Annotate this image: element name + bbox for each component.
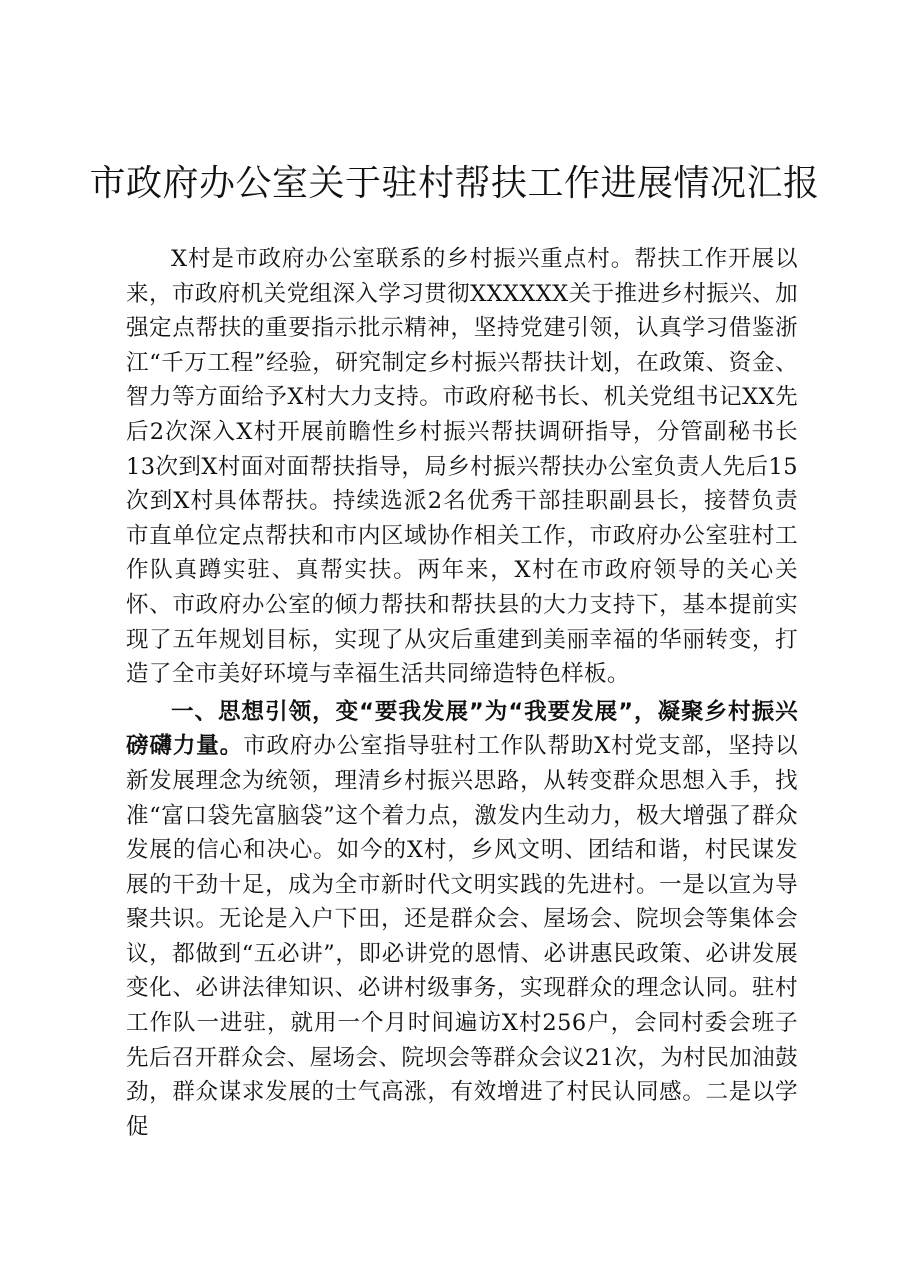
document-title: 市政府办公室关于驻村帮扶工作进展情况汇报: [89, 163, 820, 204]
section-one-paragraph: [126, 695, 798, 1145]
document-body: [126, 242, 798, 1144]
section-one-text: 市政府办公室指导驻村工作队帮助X村党支部，坚持以新发展理念为统领，理清乡村振兴思路，从转变群众思想入手，找准“富口袋先富脑袋”这个着力点，激发内生动力，极大增强了群众发展的信心和决心。如今的X村，乡风文明、团结和谐，村民谋发展的干劲十足，成为全市新时代文明实践的先进村。一是以宣为导聚共识。无论是入户下田，还是群众会、屋场会、院坝会等集体会议，都做到“五必讲”，即必讲党的恩情、必讲惠民政策、必讲发展变化、必讲法律知识、必讲村级事务，实现群众的理念认同。驻村工作队一进驻，就用一个月时间遍访X村256户，会同村委会班子先后召开群众会、屋场会、院坝会等群众会议21次，为村民加油鼓劲，群众谋求发展的士气高涨，有效增进了村民认同感。二是以学促: [126, 733, 798, 1140]
intro-paragraph: [126, 242, 798, 692]
section-one-heading: 一、思想引领，变“要我发展”为“我要发展”，凝聚乡村振兴磅礴力量。: [126, 698, 798, 760]
intro-paragraph-text: X村是市政府办公室联系的乡村振兴重点村。帮扶工作开展以来，市政府机关党组深入学习贯彻XXXXXX关于推进乡村振兴、加强定点帮扶的重要指示批示精神，坚持党建引领，认真学习借鉴浙江“千万工程”经验，研究制定乡村振兴帮扶计划，在政策、资金、智力等方面给予X村大力支持。市政府秘书长、机关党组书记XX先后2次深入X村开展前瞻性乡村振兴帮扶调研指导，分管副秘书长13次到X村面对面帮扶指导，局乡村振兴帮扶办公室负责人先后15次到X村具体帮扶。持续选派2名优秀干部挂职副县长，接替负责市直单位定点帮扶和市内区域协作相关工作，市政府办公室驻村工作队真蹲实驻、真帮实扶。两年来，X村在市政府领导的关心关怀、市政府办公室的倾力帮扶和帮扶县的大力支持下，基本提前实现了五年规划目标，实现了从灾后重建到美丽幸福的华丽转变，打造了全市美好环境与幸福生活共同缔造特色样板。: [126, 246, 798, 688]
